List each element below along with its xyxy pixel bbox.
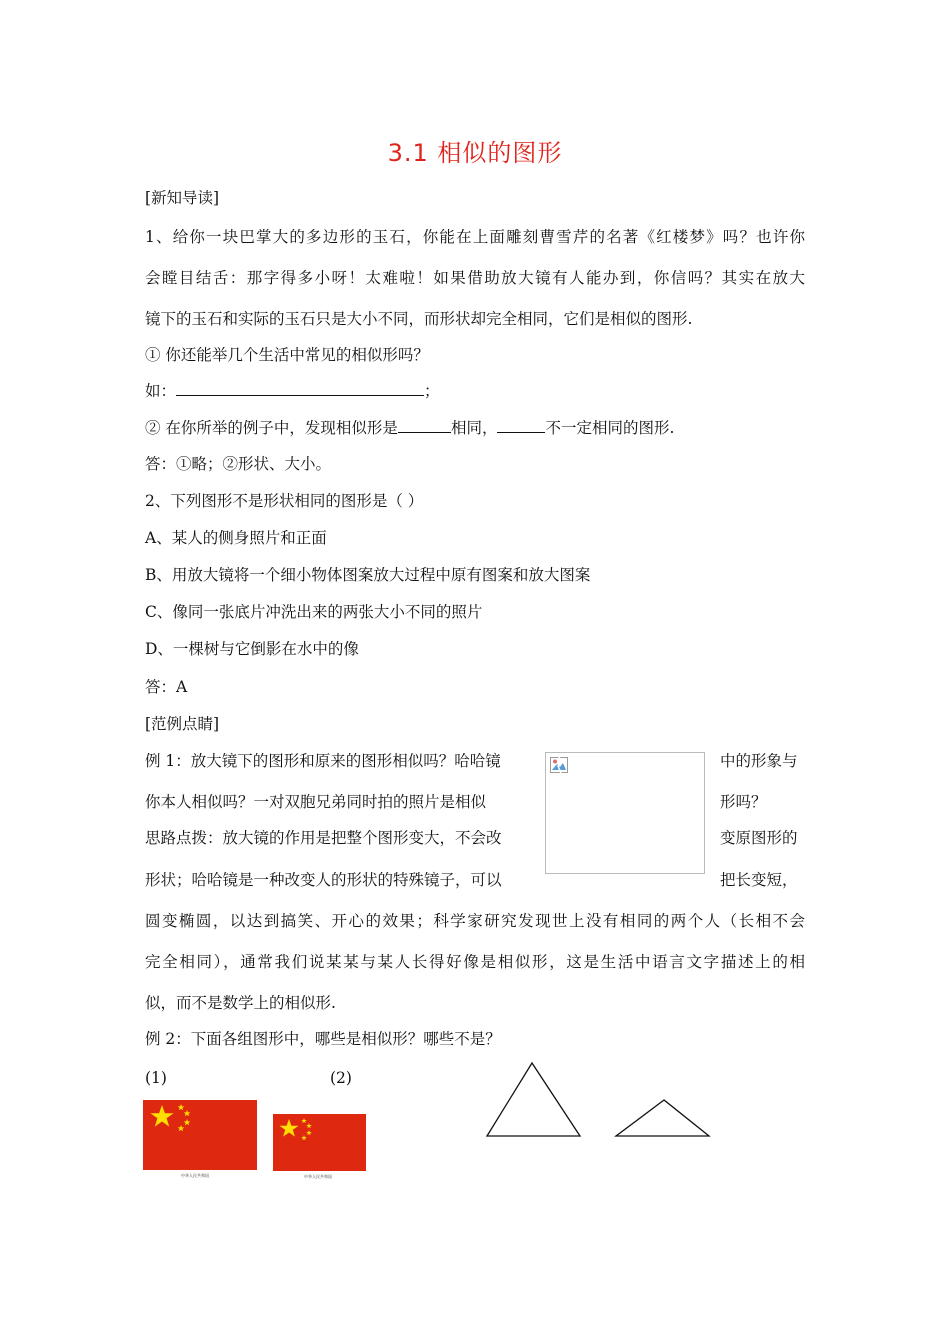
ex1-text-line: 完全相同），通常我们说某某与某人长得好像是相似形，这是生活中语言文字描述上的相: [145, 953, 805, 971]
section-label-example: [范例点睛]: [145, 715, 220, 733]
q1-text-line: 镜下的玉石和实际的玉石只是大小不同，而形状却完全相同，它们是相似的图形.: [145, 310, 693, 328]
q1-fill-line-1: [145, 381, 440, 401]
page-title: 3.1 相似的图形: [387, 139, 563, 167]
q2-option-a: A、某人的侧身照片和正面: [145, 529, 327, 547]
broken-image-placeholder: [545, 752, 705, 874]
ex1-text-right: 中的形象与: [720, 752, 798, 770]
flag-stars-icon: [273, 1114, 366, 1171]
ex1-text-line: 似，而不是数学上的相似形.: [145, 994, 336, 1012]
q2-answer: 答：A: [145, 678, 188, 696]
q2-option-c: C、像同一张底片冲洗出来的两张大小不同的照片: [145, 603, 483, 621]
ex1-text-left: 思路点拨：放大镜的作用是把整个图形变大，不会改: [145, 829, 502, 847]
ex1-text-right: 形吗？: [720, 793, 767, 811]
q1-subquestion-1: ① 你还能举几个生活中常见的相似形吗？: [145, 346, 429, 364]
flag-caption: 中华人民共和国: [181, 1173, 209, 1178]
fill-text: ② 在你所举的例子中，发现相似形是: [145, 419, 398, 437]
triangle-large: [487, 1063, 580, 1136]
flag-stars-icon: [143, 1100, 257, 1170]
ex1-text-line: 圆变椭圆，以达到搞笑、开心的效果；科学家研究发现世上没有相同的两个人（长相不会: [145, 912, 805, 930]
ex2-label-1: (1): [145, 1069, 167, 1087]
ex1-text-left: 你本人相似吗？一对双胞兄弟同时拍的照片是相似: [145, 793, 487, 811]
fill-prefix: 如：: [145, 382, 177, 400]
q2-stem: 2、下列图形不是形状相同的图形是（ ）: [145, 492, 424, 510]
ex1-text-left: 形状；哈哈镜是一种改变人的形状的特殊镜子，可以: [145, 871, 502, 889]
triangle-figures: [480, 1058, 720, 1142]
q1-text-line: 1、给你一块巴掌大的多边形的玉石，你能在上面雕刻曹雪芹的名著《红楼梦》吗？也许你: [145, 228, 805, 246]
triangle-flat: [616, 1100, 709, 1136]
q1-answer: 答：①略；②形状、大小。: [145, 455, 332, 473]
answer-blank[interactable]: [176, 381, 424, 396]
q1-subquestion-2: [145, 418, 674, 438]
fill-text: 相同，: [450, 419, 498, 437]
q2-option-b: B、用放大镜将一个细小物体图案放大过程中原有图案和放大图案: [145, 566, 591, 584]
chinese-flag-large: [143, 1100, 257, 1170]
section-label-intro: [新知导读]: [145, 189, 220, 207]
answer-blank[interactable]: [497, 418, 545, 433]
broken-image-icon: [550, 757, 568, 773]
fill-text: 不一定相同的图形.: [545, 419, 675, 437]
ex1-text-left: 例 1：放大镜下的图形和原来的图形相似吗？哈哈镜: [145, 752, 501, 770]
chinese-flag-small: [273, 1114, 366, 1171]
q2-option-d: D、一棵树与它倒影在水中的像: [145, 640, 359, 658]
answer-blank[interactable]: [398, 418, 451, 433]
q1-text-line: 会瞠目结舌：那字得多小呀！太难啦！如果借助放大镜有人能办到，你信吗？其实在放大: [145, 269, 805, 287]
ex2-stem: 例 2：下面各组图形中，哪些是相似形？哪些不是？: [145, 1030, 501, 1048]
ex2-label-2: (2): [330, 1069, 352, 1087]
ex1-text-right: 把长变短，: [720, 871, 798, 889]
flag-caption: 中华人民共和国: [304, 1174, 332, 1179]
fill-suffix: ；: [424, 382, 440, 400]
ex1-text-right: 变原图形的: [720, 829, 798, 847]
